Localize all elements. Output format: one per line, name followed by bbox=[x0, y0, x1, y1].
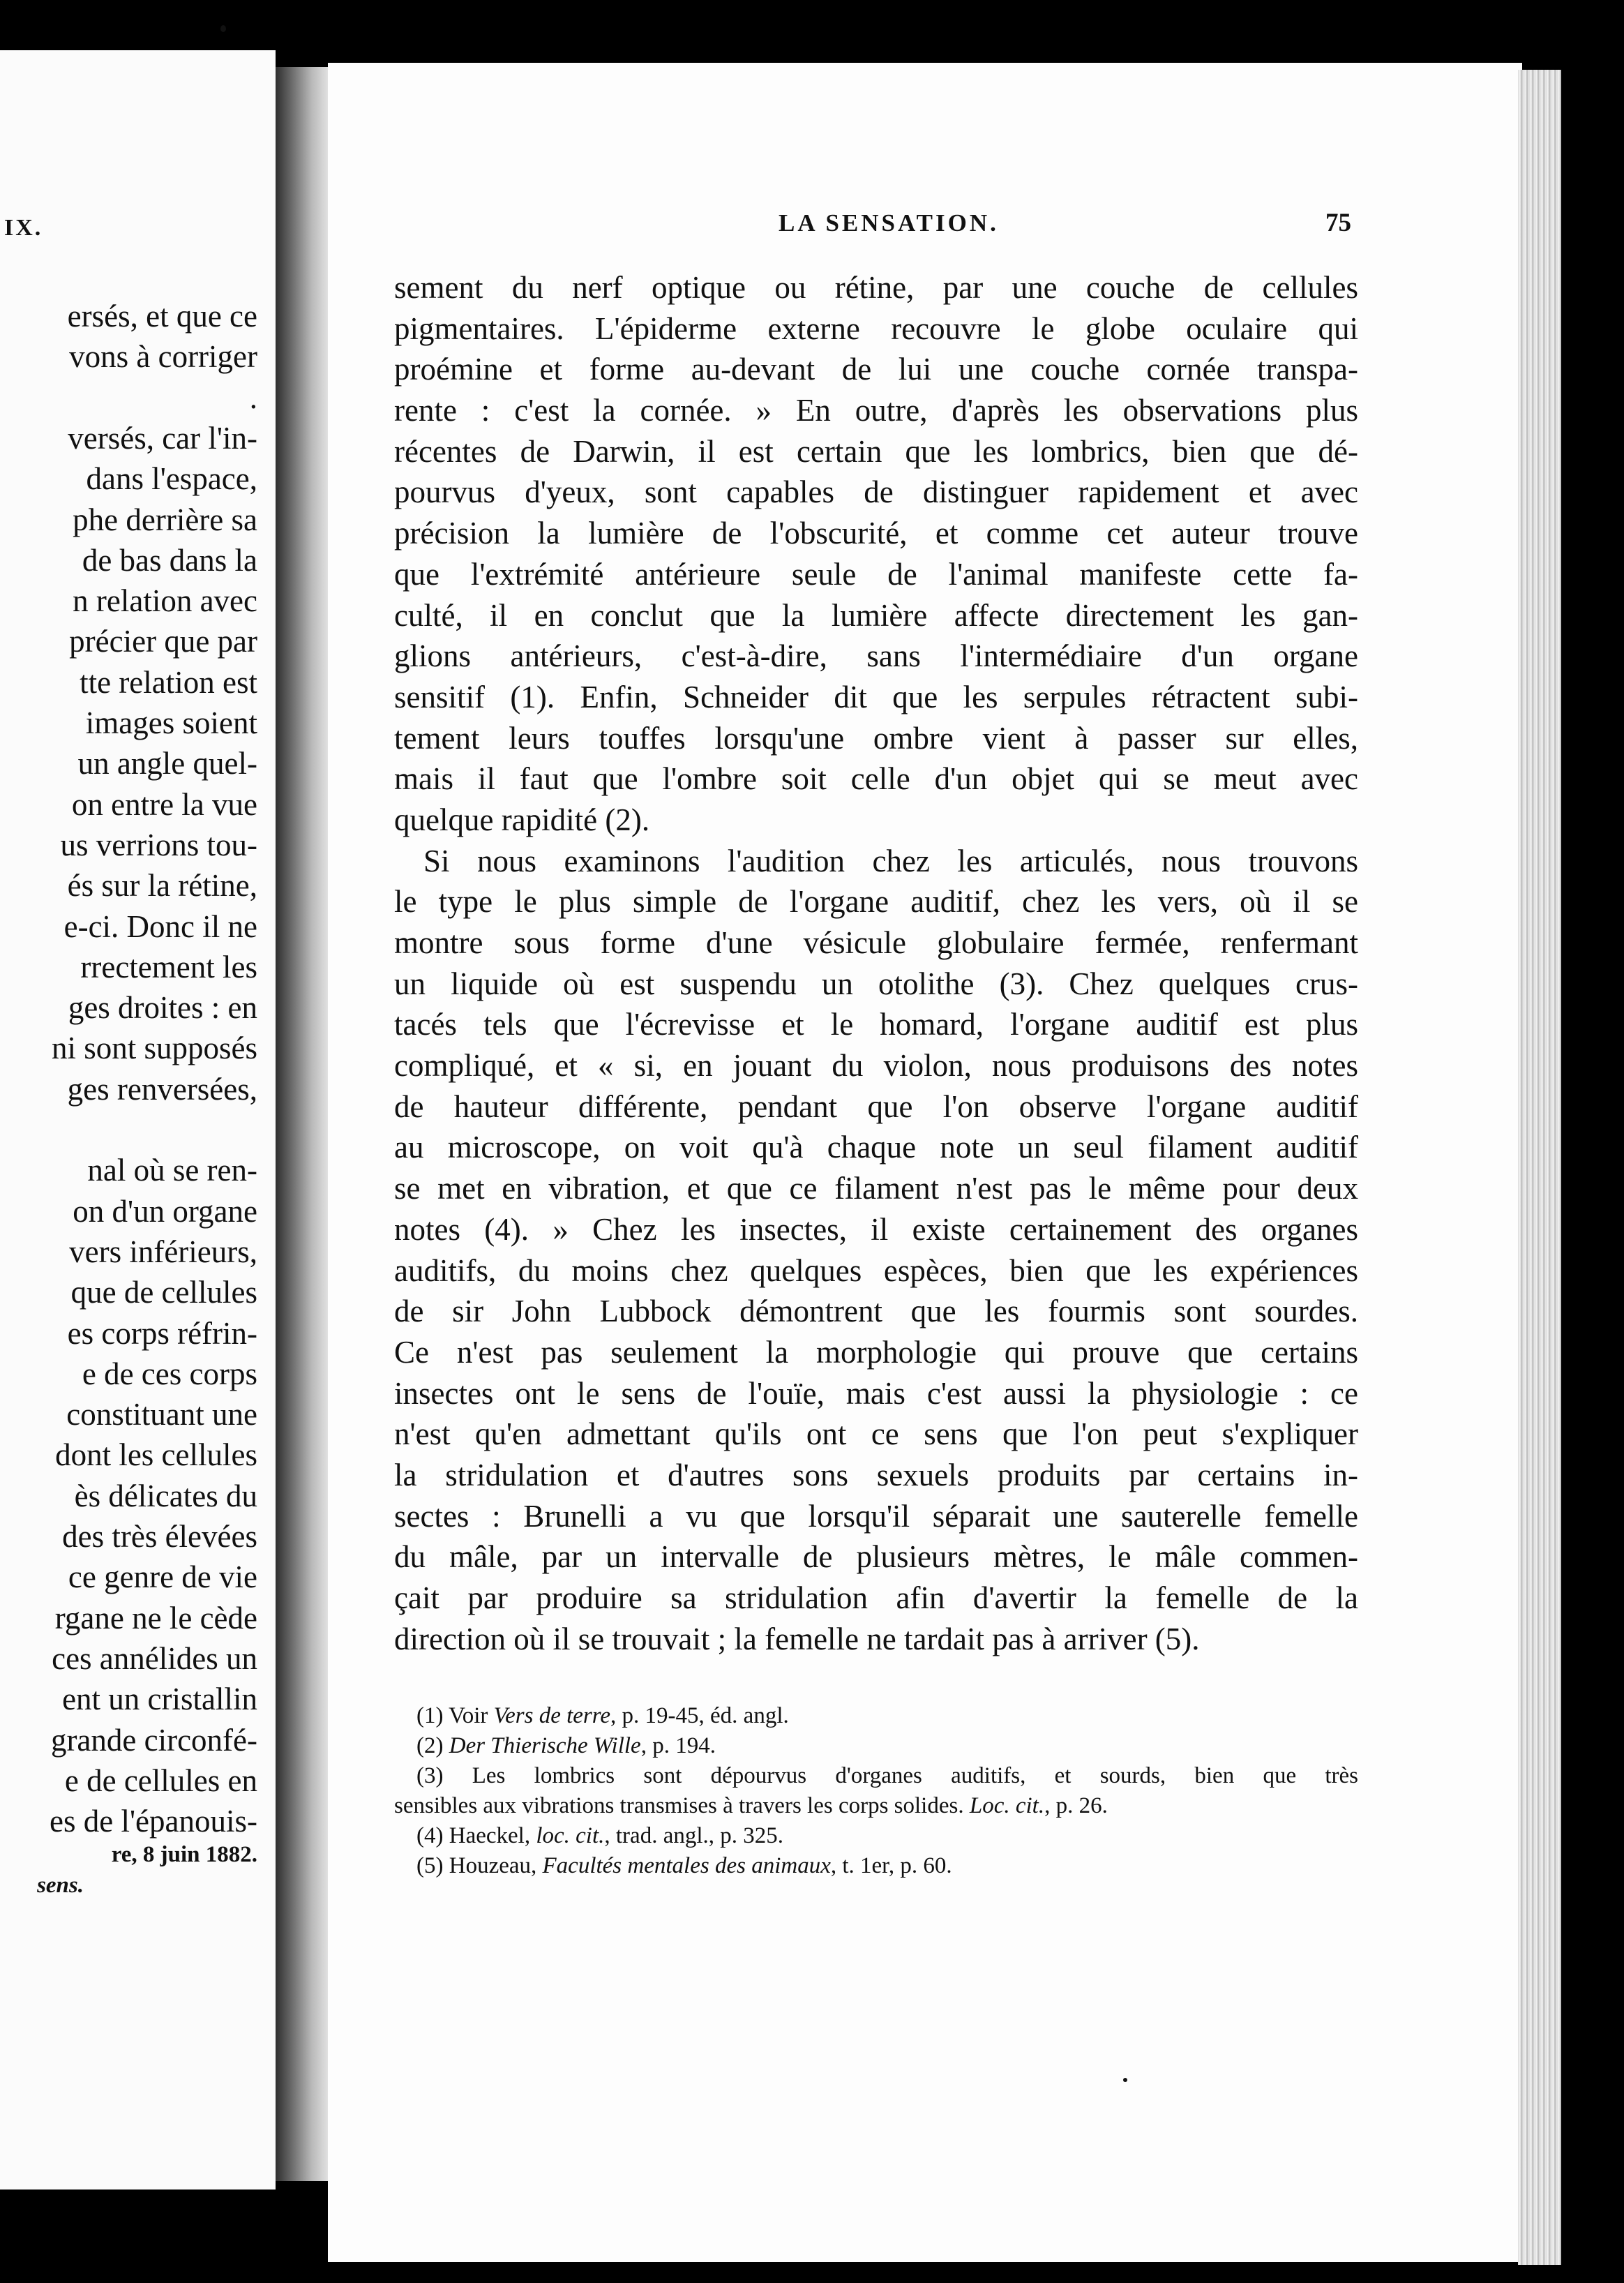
left-page-line: versés, car l'in- bbox=[68, 420, 257, 456]
text-line: sectes : Brunelli a vu que lorsqu'il séparait une sauterelle femelle bbox=[394, 1498, 1358, 1534]
text-line: culté, il en conclut que la lumière affecte directement les gan- bbox=[394, 597, 1358, 633]
left-page-line: rrectement les bbox=[80, 949, 257, 985]
text-line: au microscope, on voit qu'à chaque note un seul filament auditif bbox=[394, 1130, 1358, 1165]
left-page-line: ges droites : en bbox=[68, 990, 257, 1026]
text-line: se met en vibration, et que ce filament n'est pas le même pour deux bbox=[394, 1171, 1358, 1206]
left-page-line: us verrions tou- bbox=[60, 827, 257, 862]
text-line: proémine et forme au-devant de lui une couche cornée transpa- bbox=[394, 352, 1358, 387]
footnote-title: Der Thierische Wille bbox=[449, 1733, 641, 1758]
left-page bbox=[0, 50, 276, 2190]
text-line: rente : c'est la cornée. » En outre, d'après les observations plus bbox=[394, 393, 1358, 428]
text-line: Ce n'est pas seulement la morphologie qui prouve que certains bbox=[394, 1334, 1358, 1370]
left-page-line: vers inférieurs, bbox=[69, 1234, 257, 1269]
text-line: le type le plus simple de l'organe auditif, chez les vers, où il se bbox=[394, 884, 1358, 920]
text-line: tacés tels que l'écrevisse et le homard, l'organe auditif est plus bbox=[394, 1007, 1358, 1042]
text-line: quelque rapidité (2). bbox=[394, 802, 650, 837]
left-page-line: grande circonfé- bbox=[50, 1722, 257, 1758]
left-page-line: ce genre de vie bbox=[68, 1559, 257, 1595]
left-page-line: és sur la rétine, bbox=[67, 868, 257, 904]
footnote-title: loc. cit. bbox=[536, 1823, 605, 1848]
left-page-line: es corps réfrin- bbox=[67, 1315, 257, 1351]
left-page-line: un angle quel- bbox=[77, 746, 257, 781]
text-line: montre sous forme d'une vésicule globulaire fermée, renfermant bbox=[394, 925, 1358, 960]
text-line: pourvus d'yeux, sont capables de distinguer rapidement et avec bbox=[394, 474, 1358, 510]
left-page-line: on entre la vue bbox=[71, 786, 257, 822]
left-page-line: on d'un organe bbox=[73, 1193, 257, 1229]
footnote-title: Vers de terre bbox=[493, 1703, 611, 1728]
running-title: LA SENSATION. bbox=[779, 209, 999, 237]
page-number: 75 bbox=[1325, 209, 1351, 237]
page-edges bbox=[1518, 70, 1561, 2265]
text-line: insectes ont le sens de l'ouïe, mais c'est aussi la physiologie : ce bbox=[394, 1375, 1358, 1411]
left-page-line: ni sont supposés bbox=[51, 1031, 257, 1066]
left-page-line: images soient bbox=[85, 705, 257, 740]
left-page-line: n relation avec bbox=[73, 583, 257, 619]
text-line: précision la lumière de l'obscurité, et comme cet auteur trouve bbox=[394, 516, 1358, 551]
left-footnote: re, 8 juin 1882. bbox=[111, 1842, 257, 1867]
text-line: direction où il se trouvait ; la femelle ne tardait pas à arriver (5). bbox=[394, 1621, 1200, 1656]
text-line: pigmentaires. L'épiderme externe recouvre le globe oculaire qui bbox=[394, 310, 1358, 346]
footnote: (5) Houzeau, Facultés mentales des animaux, t. 1er, p. 60. bbox=[416, 1853, 952, 1878]
book-gutter bbox=[276, 67, 331, 2181]
left-page-line: phe derrière sa bbox=[73, 502, 257, 537]
text-line: que l'extrémité antérieure seule de l'animal manifeste cette fa- bbox=[394, 556, 1358, 592]
left-page-line: ges renversées, bbox=[67, 1071, 257, 1107]
text-line: compliqué, et « si, en jouant du violon, nous produisons des notes bbox=[394, 1048, 1358, 1084]
left-page-line: rgane ne le cède bbox=[54, 1600, 257, 1635]
text-line: mais il faut que l'ombre soit celle d'un objet qui se meut avec bbox=[394, 761, 1358, 797]
footnote: (2) Der Thierische Wille, p. 194. bbox=[416, 1733, 716, 1758]
text-line: de sir John Lubbock démontrent que les fourmis sont sourdes. bbox=[394, 1294, 1358, 1329]
text-line: la stridulation et d'autres sons sexuels produits par certains in- bbox=[394, 1457, 1358, 1492]
left-page-line: vons à corriger bbox=[69, 339, 257, 375]
left-page-line: tte relation est bbox=[80, 664, 257, 700]
text-line: auditifs, du moins chez quelques espèces, bien que les expériences bbox=[394, 1252, 1358, 1288]
left-page-line: ès délicates du bbox=[74, 1478, 257, 1513]
body-text bbox=[394, 267, 1358, 1659]
text-line: sensitif (1). Enfin, Schneider dit que les serpules rétractent subi- bbox=[394, 679, 1358, 714]
footnotes bbox=[394, 1701, 1358, 1881]
text-line: tement leurs touffes lorsqu'une ombre vient à passer sur elles, bbox=[394, 720, 1358, 756]
text-line: sement du nerf optique ou rétine, par une couche de cellules bbox=[394, 270, 1358, 305]
left-page-line: ces annélides un bbox=[52, 1640, 257, 1676]
left-page-line: e-ci. Donc il ne bbox=[63, 908, 257, 944]
text-line: Si nous examinons l'audition chez les articulés, nous trouvons bbox=[423, 843, 1358, 878]
left-page-line: dans l'espace, bbox=[86, 461, 257, 497]
left-page-line: constituant une bbox=[66, 1397, 257, 1432]
text-line: récentes de Darwin, il est certain que les lombrics, bien que dé- bbox=[394, 433, 1358, 469]
footnote-title: Facultés mentales des animaux bbox=[542, 1853, 831, 1878]
left-page-header: IX. bbox=[4, 215, 43, 241]
text-line: du mâle, par un intervalle de plusieurs mètres, le mâle commen- bbox=[394, 1539, 1358, 1575]
left-page-line: dont les cellules bbox=[55, 1437, 257, 1473]
scan-speck bbox=[220, 25, 226, 32]
left-page-line: e de cellules en bbox=[64, 1762, 257, 1798]
left-page-line: nal où se ren- bbox=[87, 1153, 257, 1188]
left-page-line: que de cellules bbox=[70, 1275, 257, 1310]
left-page-line: des très élevées bbox=[62, 1519, 257, 1554]
text-line: de hauteur différente, pendant que l'on observe l'organe auditif bbox=[394, 1088, 1358, 1124]
left-page-line: . bbox=[249, 380, 257, 415]
left-page-line: ent un cristallin bbox=[62, 1682, 257, 1717]
footnote-title: Loc. cit. bbox=[969, 1793, 1045, 1818]
left-page-line: précier que par bbox=[69, 624, 257, 659]
left-page-line: e de ces corps bbox=[82, 1356, 257, 1391]
footnote: (3) Les lombrics sont dépourvus d'organes auditifs, et sourds, bien que très bbox=[416, 1763, 1358, 1788]
text-line: glions antérieurs, c'est-à-dire, sans l'intermédiaire d'un organe bbox=[394, 638, 1358, 674]
footnote: (4) Haeckel, loc. cit., trad. angl., p. 325. bbox=[416, 1823, 784, 1848]
text-line: notes (4). » Chez les insectes, il existe certainement des organes bbox=[394, 1211, 1358, 1247]
left-footnote: sens. bbox=[37, 1873, 84, 1898]
text-line: çait par produire sa stridulation afin d'avertir la femelle de la bbox=[394, 1580, 1358, 1615]
left-page-line: de bas dans la bbox=[82, 542, 257, 578]
footnote: (1) Voir Vers de terre, p. 19-45, éd. angl. bbox=[416, 1703, 789, 1728]
left-page-line: ersés, et que ce bbox=[67, 299, 257, 334]
left-page-line: es de l'épanouis- bbox=[49, 1804, 257, 1839]
text-line: n'est qu'en admettant qu'ils ont ce sens que l'on peut s'expliquer bbox=[394, 1416, 1358, 1452]
text-line: un liquide où est suspendu un otolithe (3). Chez quelques crus- bbox=[394, 966, 1358, 1001]
scan-speck bbox=[1123, 2078, 1127, 2082]
footnote: sensibles aux vibrations transmises à travers les corps solides. Loc. cit., p. 26. bbox=[394, 1793, 1108, 1818]
